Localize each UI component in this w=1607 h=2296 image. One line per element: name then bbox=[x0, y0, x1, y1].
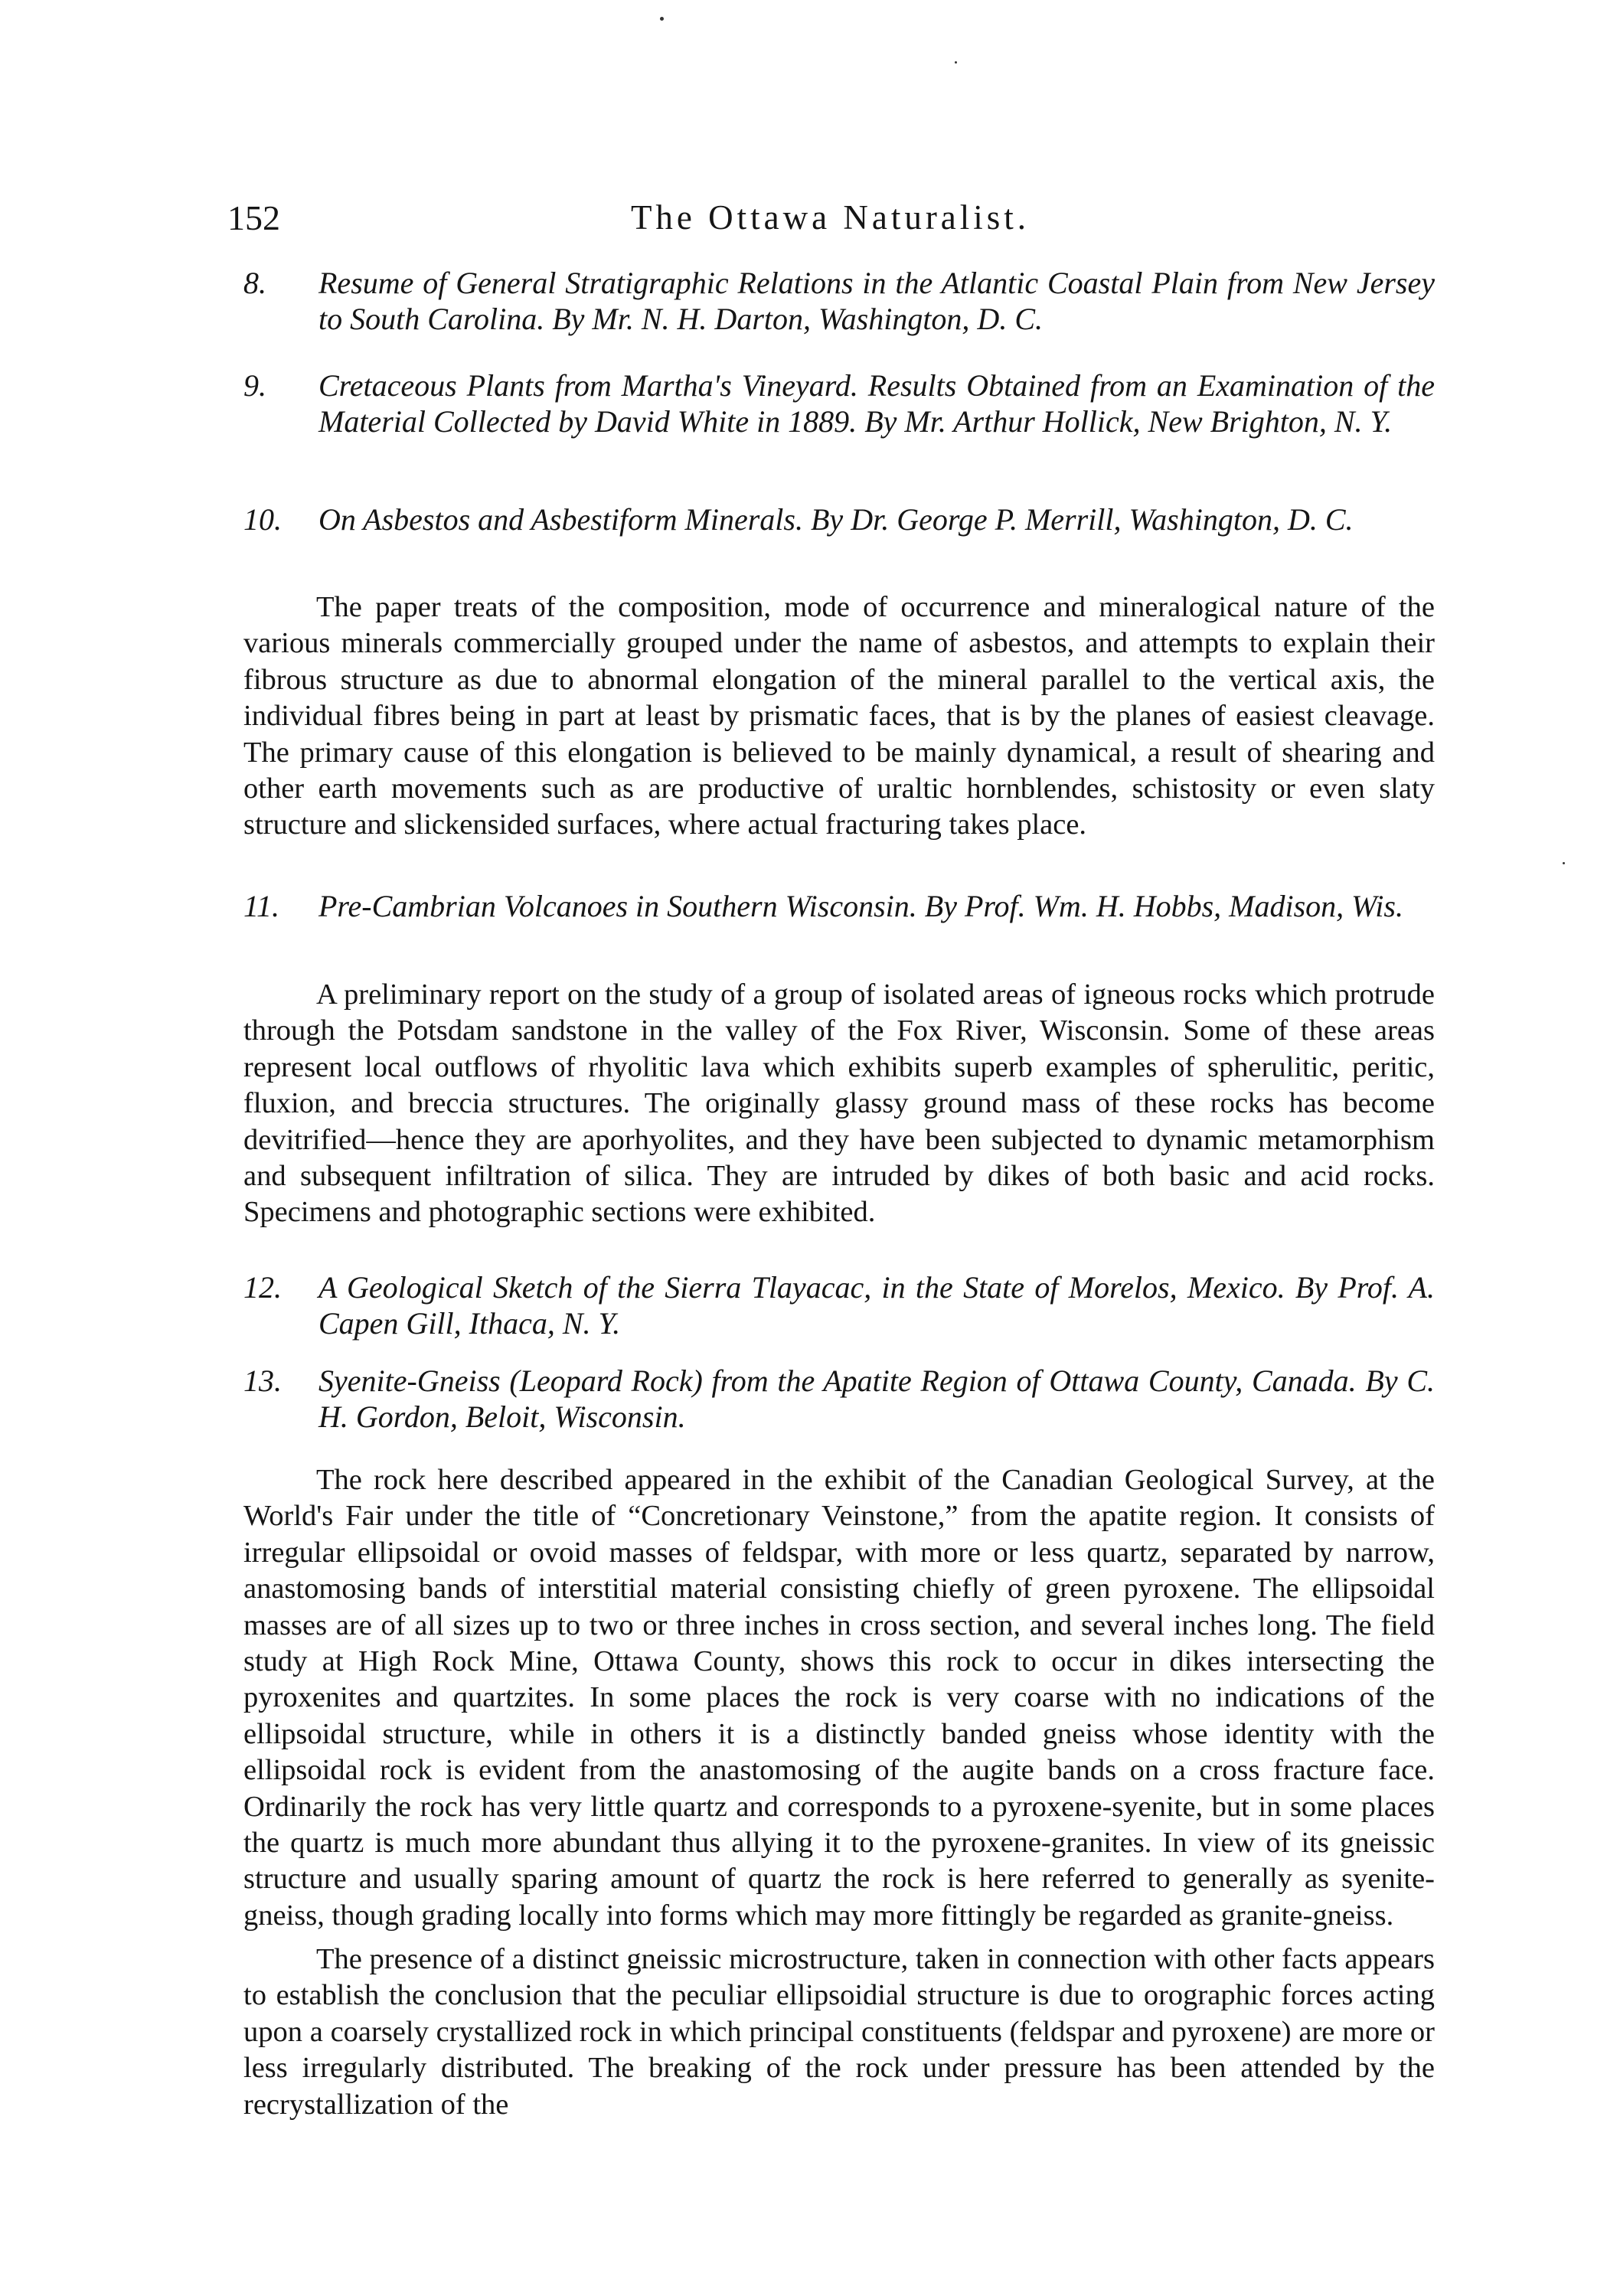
scan-speck bbox=[1563, 862, 1565, 864]
entry-byline: By Dr. George P. Merrill, Washington, D. C. bbox=[811, 502, 1354, 537]
syenite-abstract-paragraph-1: The rock here described appeared in the exhibit of the Canadian Geological Survey, at the World's Fair under the title of “Concretionary Veinstone,” from the apatite region. It consists of irregular ellipsoidal or ovoid masses of feldspar, with more or less quartz, separated by narrow, anastomosing bands of interstitial material consisting chiefly of green pyroxene. The ellipsoidal masses are of all sizes up to two or three inches in cross section, and several inches long. The field study at High Rock Mine, Ottawa County, shows this rock to occur in dikes intersecting the pyroxenites and quartzites. In some places the rock is very coarse with no indications of the ellipsoidal structure, while in others it is a distinctly banded gneiss whose identity with the ellipsoidal rock is evident from the anastomosing of the augite bands on a cross fracture face. Ordinarily the rock has very little quartz and corresponds to a pyroxene-syenite, but in some places the quartz is much more abundant thus allying it to the pyroxene-granites. In view of its gneissic structure and usually sparing amount of quartz the rock is here referred to generally as syenite-gneiss, though grading locally into forms which may more fittingly be regarded as granite-gneiss. bbox=[243, 1464, 1435, 1932]
entry-number: 13. bbox=[243, 1364, 282, 1398]
entry-byline: By Prof. Wm. H. Hobbs, Madison, Wis. bbox=[924, 889, 1403, 923]
entry-number: 8. bbox=[243, 266, 266, 300]
paper-entry-12 bbox=[243, 1269, 1435, 1341]
entry-title: Syenite-Gneiss (Leopard Rock) from the Apatite Region of Ottawa County, Canada. bbox=[318, 1364, 1357, 1398]
paper-entry-11 bbox=[243, 888, 1435, 924]
page-number: 152 bbox=[227, 198, 280, 237]
syenite-abstract-paragraph-2: The presence of a distinct gneissic microstructure, taken in connection with other facts appears to establish the conclusion that the peculiar ellipsoidial structure is due to orographic forces acting upon a coarsely crystallized rock in which principal constituents (feldspar and pyroxene) are more or less irregularly distributed. The breaking of the rock under pressure has been attended by the recrystallization of the bbox=[243, 1943, 1435, 2121]
paper-entry-10 bbox=[243, 501, 1435, 537]
entry-byline: By Prof. A. Capen Gill, Ithaca, N. Y. bbox=[318, 1270, 1435, 1341]
entry-number: 11. bbox=[243, 889, 280, 923]
entry-byline: By Mr. N. H. Darton, Washington, D. C. bbox=[552, 302, 1043, 336]
entry-title: Pre-Cambrian Volcanoes in Southern Wisconsin. bbox=[318, 889, 917, 923]
paper-entry-9 bbox=[243, 367, 1435, 439]
entry-title: On Asbestos and Asbestiform Minerals. bbox=[318, 502, 803, 537]
entry-title: Cretaceous Plants from Martha's Vineyard. Results Obtained from an Examination of the Material Collected by David White in 1889. bbox=[318, 368, 1435, 439]
volcanoes-abstract: A preliminary report on the study of a group of isolated areas of igneous rocks which protrude through the Potsdam sandstone in the valley of the Fox River, Wisconsin. Some of these areas represent local outflows of rhyolitic lava which exhibits superb examples of spherulitic, peritic, fluxion, and breccia structures. The originally glassy ground mass of these rocks has become devitrified—hence they are aporhyolites, and they have been subjected to dynamic metamorphism and subsequent infiltration of silica. They are intruded by dikes of both basic and acid rocks. Specimens and photographic sections were exhibited. bbox=[243, 978, 1435, 1229]
asbestos-abstract: The paper treats of the composition, mode of occurrence and mineralogical nature of the various minerals commercially grouped under the name of asbestos, and attempts to explain their fibrous structure as due to abnormal elongation of the mineral parallel to the vertical axis, the individual fibres being in part at least by prismatic faces, that is by the planes of easiest cleavage. The primary cause of this elongation is believed to be mainly dynamical, a result of shearing and other earth movements such as are productive of uraltic hornblendes, schistosity or even slaty structure and slickensided surfaces, where actual fracturing takes place. bbox=[243, 591, 1435, 841]
paper-entry-8 bbox=[243, 265, 1435, 337]
entry-number: 12. bbox=[243, 1270, 282, 1305]
paper-entry-13 bbox=[243, 1363, 1435, 1435]
scan-speck bbox=[660, 17, 664, 21]
entry-number: 10. bbox=[243, 502, 282, 537]
scan-speck bbox=[955, 61, 957, 64]
entry-title: Resume of General Stratigraphic Relations in the Atlantic Coastal Plain from New Jersey to South Carolina. bbox=[318, 266, 1435, 336]
entry-byline: By C. H. Gordon, Beloit, Wisconsin. bbox=[318, 1364, 1436, 1434]
entry-number: 9. bbox=[243, 368, 266, 403]
running-title: The Ottawa Naturalist. bbox=[630, 198, 1031, 237]
entry-title: A Geological Sketch of the Sierra Tlayacac, in the State of Morelos, Mexico. bbox=[318, 1270, 1285, 1305]
entry-byline: By Mr. Arthur Hollick, New Brighton, N. Y. bbox=[864, 404, 1393, 439]
